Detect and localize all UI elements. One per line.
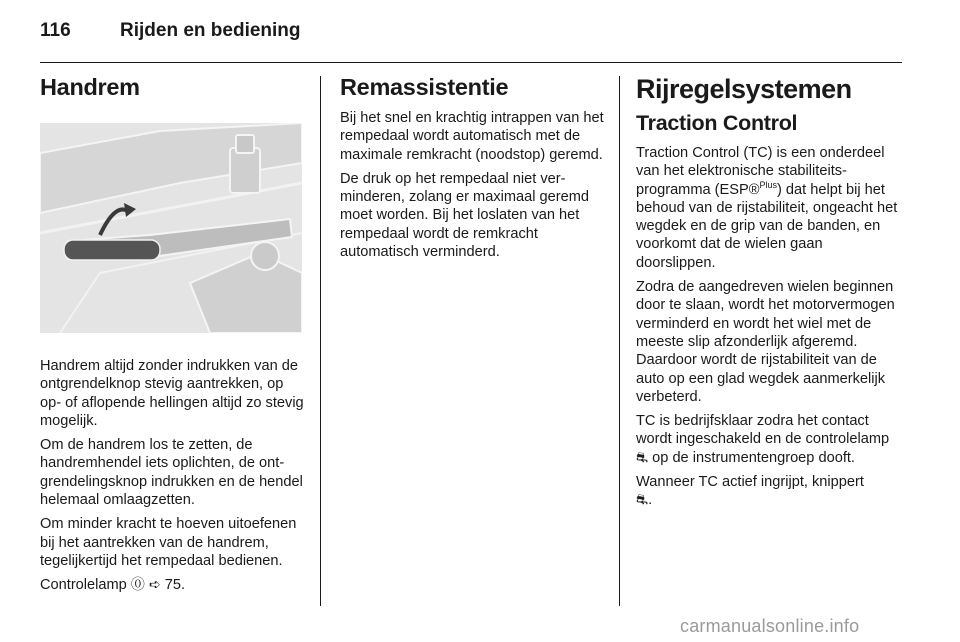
tc-text: TC is bedrijfsklaar zodra het contact wordt ingeschakeld en de controlelamp xyxy=(636,413,890,448)
heading-remassistentie: Remassistentie xyxy=(340,74,509,100)
tc-text: . xyxy=(648,492,653,509)
tc-paragraph xyxy=(636,473,902,510)
section-title: Rijden en bediening xyxy=(120,20,301,41)
handbrake-drawing xyxy=(40,123,302,333)
handrem-control-lamp-line xyxy=(40,576,304,594)
traction-control-icon: ⛐ xyxy=(636,492,649,509)
remassistentie-paragraph: De druk op het rempedaal niet verminderen, zolang er maximaal geremd moet worden. Bij het loslaten van het rempedaal wordt de remkracht automatisch verminderd. xyxy=(340,170,590,261)
esp-plus-superscript: Plus xyxy=(759,179,777,190)
tc-text: Wanneer TC actief ingrijpt, knippert xyxy=(636,474,864,491)
handrem-paragraph: Handrem altijd zonder indrukken van de ontgrendelknop stevig aantrekken, op op- of aflopende hellingen altijd zo stevig mogelijk. xyxy=(40,358,304,429)
handbrake-illustration xyxy=(40,123,302,333)
traction-control-icon: ⛐ xyxy=(636,449,649,466)
reference-arrow-icon: ➪ xyxy=(148,577,161,594)
column-divider xyxy=(619,76,620,606)
heading-handrem: Handrem xyxy=(40,74,140,100)
handrem-paragraph: Om minder kracht te hoeven uitoefenen bij het aantrekken van de handrem, tegelijkertijd het rempedaal bedienen. xyxy=(40,516,297,569)
handrem-paragraph: Om de handrem los te zetten, de handremhendel iets oplichten, de ontgrendelingsknop indrukken en de hendel helemaal omlaagzetten. xyxy=(40,437,303,509)
tc-paragraph xyxy=(636,412,902,467)
heading-rijregelsystemen: Rijregelsystemen xyxy=(636,74,852,104)
page-number: 116 xyxy=(40,20,71,41)
control-lamp-label: Controlelamp xyxy=(40,577,127,594)
subheading-traction-control: Traction Control xyxy=(636,111,798,135)
tc-text: ) dat helpt bij het behoud van de rijstabiliteit, ongeacht het wegdek en de grip van de banden, en voorkomt dat de wielen gaan doorslippen. xyxy=(636,181,898,271)
column-rijregelsystemen xyxy=(636,74,902,516)
brake-warning-icon: ⓪ xyxy=(130,577,145,594)
remassistentie-paragraph: Bij het snel en krachtig intrappen van het rempedaal wordt automatisch met de maximale remkracht (noodstop) geremd. xyxy=(340,110,604,163)
tc-paragraph: Zodra de aangedreven wielen beginnen door te slaan, wordt het motorvermogen verminderd en wordt het wiel met de meeste slip afzonderlijk afgeremd. Daardoor wordt de rijstabiliteit van de auto op een glad wegdek aanmerkelijk verbeterd. xyxy=(636,279,895,405)
column-divider xyxy=(320,76,321,606)
column-remassistentie xyxy=(340,74,604,267)
watermark: carmanualsonline.info xyxy=(680,616,860,636)
tc-paragraph xyxy=(636,144,902,272)
column-handrem xyxy=(40,74,304,601)
header-divider xyxy=(40,62,902,63)
tc-text: op de instrumentengroep dooft. xyxy=(652,449,855,466)
page-header xyxy=(40,18,902,58)
tc-text: Traction Control (TC) is een onderdeel van het elektronische stabiliteitsprogramma (ESP® xyxy=(636,145,885,198)
reference-page: 75. xyxy=(164,577,186,594)
